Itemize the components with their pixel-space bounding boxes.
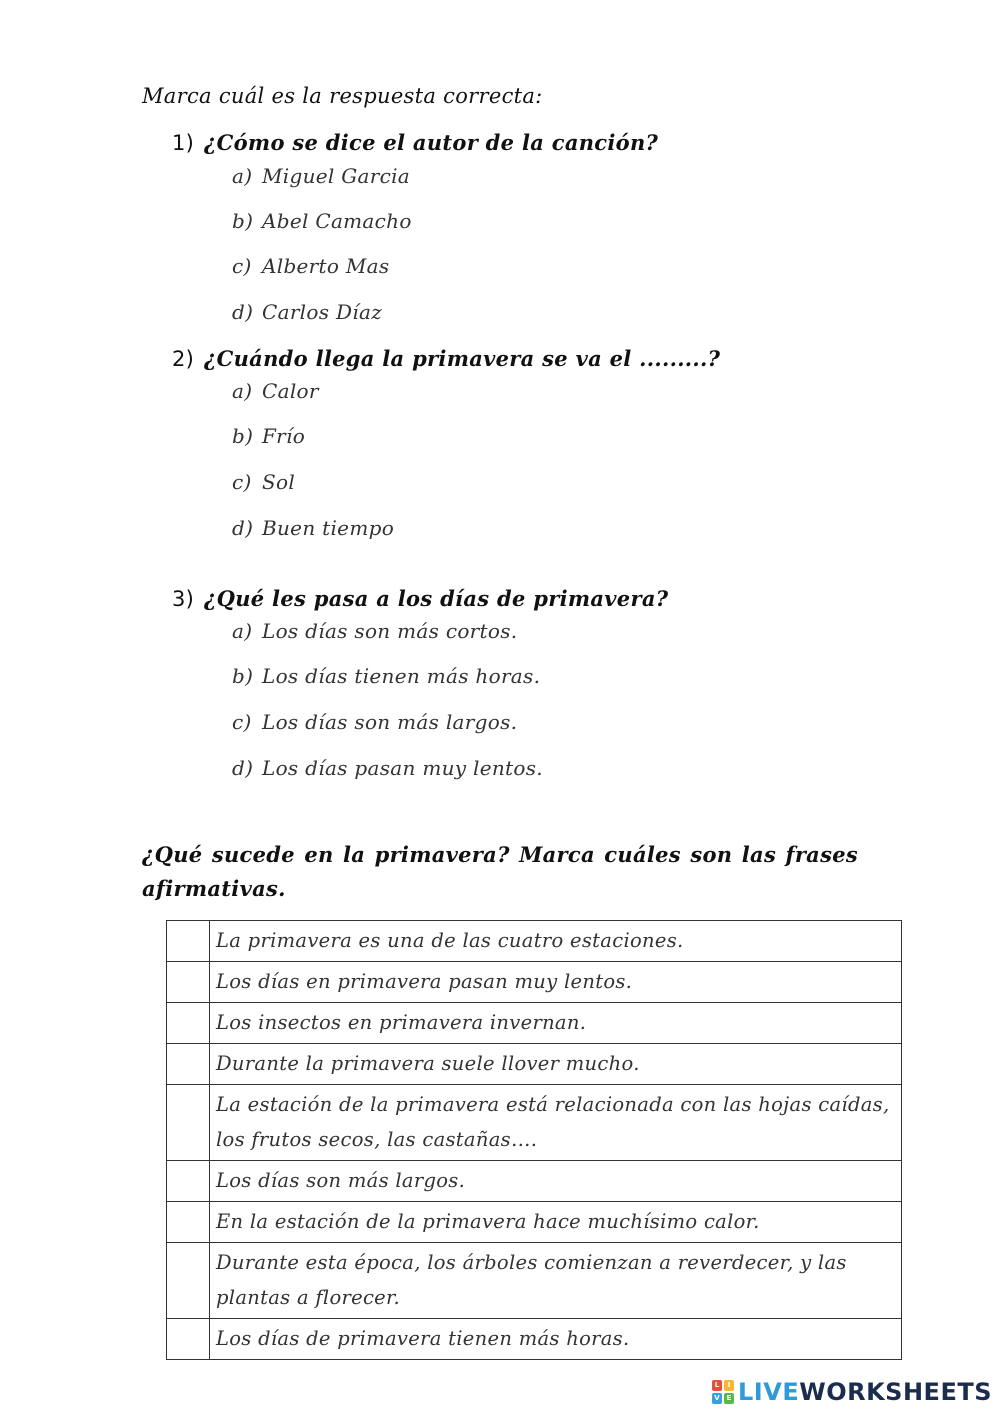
option-2a[interactable] <box>232 379 319 403</box>
option-2b[interactable] <box>232 424 305 448</box>
option-text: Los días tienen más horas. <box>262 664 541 688</box>
option-3a[interactable] <box>232 619 517 643</box>
option-letter: a) <box>232 379 253 403</box>
option-letter: c) <box>232 470 252 494</box>
table-row <box>167 1161 902 1202</box>
statement-text: La primavera es una de las cuatro estaciones. <box>210 921 902 962</box>
option-2d[interactable] <box>232 516 394 540</box>
logo-mark-e: E <box>724 1393 734 1404</box>
logo-mark-icon <box>712 1380 734 1404</box>
question-text: ¿Cuándo llega la primavera se va el .........? <box>204 346 721 371</box>
option-text: Los días pasan muy lentos. <box>262 756 543 780</box>
table-row <box>167 921 902 962</box>
statement-text: Los insectos en primavera invernan. <box>210 1003 902 1044</box>
option-letter: a) <box>232 164 253 188</box>
table-row <box>167 1085 902 1161</box>
option-3d[interactable] <box>232 756 543 780</box>
logo-text-live: LIVE <box>738 1378 800 1406</box>
option-text: Los días son más largos. <box>262 710 518 734</box>
option-letter: c) <box>232 710 252 734</box>
option-text: Frío <box>262 424 306 448</box>
answer-checkbox[interactable] <box>167 1085 210 1161</box>
table-row <box>167 1044 902 1085</box>
question-3 <box>172 586 668 611</box>
option-1d[interactable] <box>232 300 382 324</box>
logo-mark-i: I <box>724 1380 734 1391</box>
option-1b[interactable] <box>232 209 412 233</box>
question-number: 3) <box>172 587 195 611</box>
question-text: ¿Cómo se dice el autor de la canción? <box>204 130 659 155</box>
answer-checkbox[interactable] <box>167 921 210 962</box>
table-row <box>167 1202 902 1243</box>
option-letter: d) <box>232 756 254 780</box>
option-2c[interactable] <box>232 470 295 494</box>
answer-checkbox[interactable] <box>167 1161 210 1202</box>
option-letter: b) <box>232 209 254 233</box>
option-letter: d) <box>232 300 254 324</box>
table-row <box>167 1243 902 1319</box>
table-row <box>167 962 902 1003</box>
option-1a[interactable] <box>232 164 410 188</box>
table-row <box>167 1319 902 1360</box>
option-text: Sol <box>262 470 296 494</box>
option-letter: d) <box>232 516 254 540</box>
logo-text-worksheets: WORKSHEETS <box>799 1378 992 1406</box>
option-text: Miguel Garcia <box>262 164 411 188</box>
option-text: Buen tiempo <box>262 516 395 540</box>
logo-mark-l: L <box>712 1380 722 1391</box>
section2-instruction: ¿Qué sucede en la primavera? Marca cuáles son las frases afirmativas. <box>142 842 858 901</box>
question-number: 2) <box>172 347 195 371</box>
statement-text: Los días de primavera tienen más horas. <box>210 1319 902 1360</box>
question-2 <box>172 346 720 371</box>
liveworksheets-logo <box>712 1377 992 1407</box>
answer-checkbox[interactable] <box>167 1319 210 1360</box>
answer-checkbox[interactable] <box>167 1243 210 1319</box>
option-letter: c) <box>232 254 252 278</box>
instruction-title: Marca cuál es la respuesta correcta: <box>142 84 543 108</box>
statement-text: La estación de la primavera está relacionada con las hojas caídas, los frutos secos, las castañas…. <box>210 1085 902 1161</box>
option-3c[interactable] <box>232 710 517 734</box>
question-number: 1) <box>172 131 195 155</box>
option-text: Los días son más cortos. <box>262 619 518 643</box>
option-letter: b) <box>232 424 254 448</box>
option-1c[interactable] <box>232 254 389 278</box>
question-1 <box>172 130 658 155</box>
statements-table <box>166 920 902 1360</box>
statement-text: En la estación de la primavera hace muchísimo calor. <box>210 1202 902 1243</box>
option-letter: a) <box>232 619 253 643</box>
option-text: Calor <box>262 379 319 403</box>
logo-mark-v: V <box>712 1393 722 1404</box>
option-text: Alberto Mas <box>262 254 390 278</box>
answer-checkbox[interactable] <box>167 1202 210 1243</box>
option-letter: b) <box>232 664 254 688</box>
option-3b[interactable] <box>232 664 540 688</box>
statement-text: Durante la primavera suele llover mucho. <box>210 1044 902 1085</box>
statement-text: Los días son más largos. <box>210 1161 902 1202</box>
table-row <box>167 1003 902 1044</box>
answer-checkbox[interactable] <box>167 962 210 1003</box>
answer-checkbox[interactable] <box>167 1003 210 1044</box>
statement-text: Los días en primavera pasan muy lentos. <box>210 962 902 1003</box>
answer-checkbox[interactable] <box>167 1044 210 1085</box>
statement-text: Durante esta época, los árboles comienzan a reverdecer, y las plantas a florecer. <box>210 1243 902 1319</box>
option-text: Abel Camacho <box>262 209 412 233</box>
question-text: ¿Qué les pasa a los días de primavera? <box>204 586 669 611</box>
option-text: Carlos Díaz <box>262 300 383 324</box>
